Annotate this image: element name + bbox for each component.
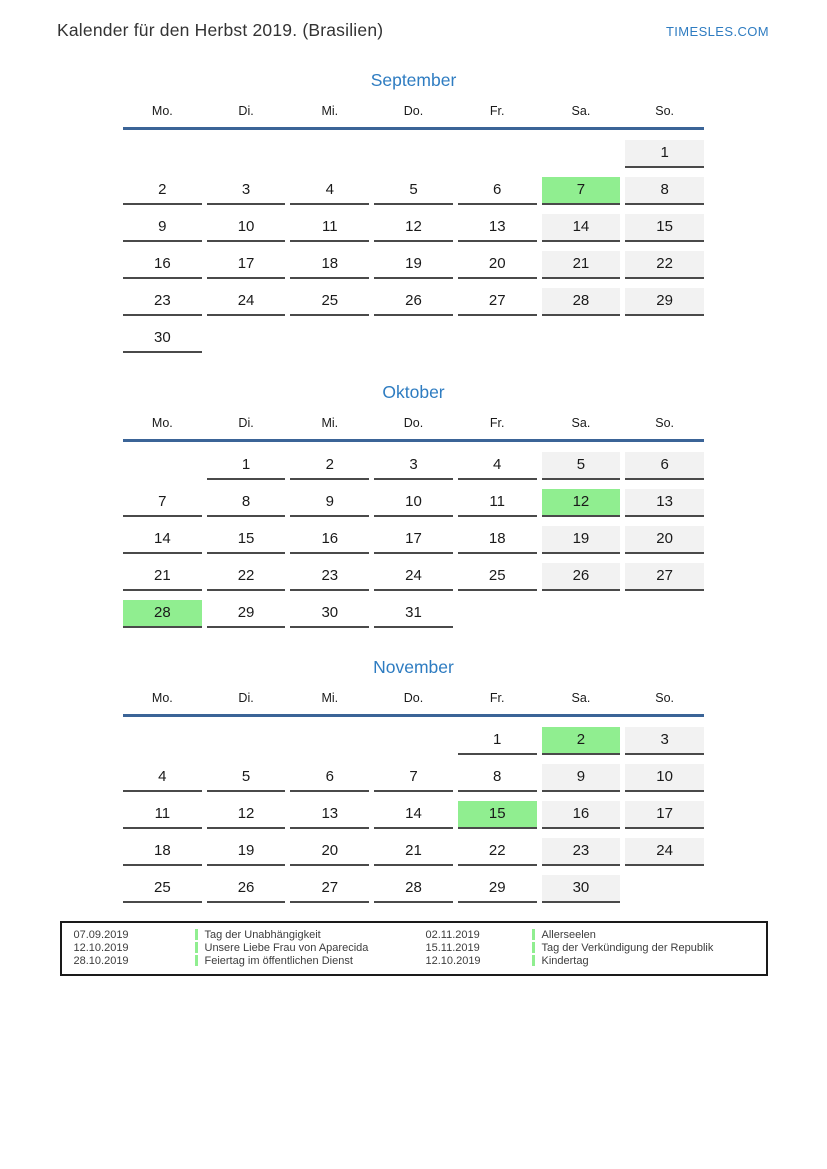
day-cell: 3: [207, 177, 286, 205]
day-cell: 6: [458, 177, 537, 205]
day-cell: 24: [374, 563, 453, 591]
day-cell: [542, 325, 621, 353]
day-cell: 16: [123, 251, 202, 279]
weekday-header-row: [123, 416, 704, 439]
day-cell: [625, 600, 704, 628]
day-cell: 25: [123, 875, 202, 903]
day-cell: 19: [207, 838, 286, 866]
day-cell: 21: [374, 838, 453, 866]
weekday-label: Sa.: [571, 104, 591, 118]
legend-label: Unsere Liebe Frau von Aparecida: [204, 941, 369, 954]
day-cell: 23: [290, 563, 369, 591]
day-cell: [625, 875, 704, 903]
day-cell: 23: [123, 288, 202, 316]
day-cell: 29: [625, 288, 704, 316]
day-cell: 11: [458, 489, 537, 517]
day-cell: 12: [207, 801, 286, 829]
day-cell: 26: [207, 875, 286, 903]
day-cell: 20: [458, 251, 537, 279]
day-cell: 18: [290, 251, 369, 279]
day-cell: [207, 140, 286, 168]
day-cell: 22: [458, 838, 537, 866]
day-cell: 14: [542, 214, 621, 242]
day-cell: 10: [207, 214, 286, 242]
day-cell: 10: [374, 489, 453, 517]
month-section: [123, 657, 704, 903]
legend-label: Allerseelen: [541, 928, 596, 941]
day-cell: 9: [542, 764, 621, 792]
legend-entry: [62, 928, 414, 941]
day-cell: [458, 600, 537, 628]
weekday-label: Di.: [238, 104, 254, 118]
holiday-marker-icon: [195, 955, 198, 966]
page-title: Kalender für den Herbst 2019. (Brasilien): [57, 20, 384, 40]
legend-entry: [62, 941, 414, 954]
day-cell: [374, 325, 453, 353]
weekday-label: Di.: [238, 416, 254, 430]
day-cell: 20: [625, 526, 704, 554]
legend-date: 07.09.2019: [73, 928, 129, 941]
day-cell: [123, 452, 202, 480]
legend-label: Tag der Verkündigung der Republik: [541, 941, 714, 954]
weekday-header-row: [123, 691, 704, 714]
weekday-label: Do.: [403, 416, 424, 430]
day-cell: 21: [123, 563, 202, 591]
day-cell: 28: [542, 288, 621, 316]
holiday-marker-icon: [195, 942, 198, 953]
day-cell: 1: [207, 452, 286, 480]
day-cell: 6: [625, 452, 704, 480]
day-cell: 25: [290, 288, 369, 316]
day-cell: 4: [458, 452, 537, 480]
legend-column-right: [414, 928, 766, 967]
day-cell: [123, 140, 202, 168]
day-cell: 25: [458, 563, 537, 591]
holiday-marker-icon: [532, 929, 535, 940]
legend-box: [60, 921, 768, 976]
day-cell: 13: [625, 489, 704, 517]
day-cell: 30: [290, 600, 369, 628]
day-cell: 15: [625, 214, 704, 242]
day-cell: 9: [123, 214, 202, 242]
legend-entry: [414, 941, 766, 954]
day-cell: 19: [374, 251, 453, 279]
day-cell: 2: [542, 727, 621, 755]
day-cell: 17: [207, 251, 286, 279]
weekday-label: Mo.: [151, 691, 173, 705]
day-cell: [290, 325, 369, 353]
day-cell: [290, 140, 369, 168]
legend-date: 15.11.2019: [425, 941, 480, 954]
day-cell: 15: [458, 801, 537, 829]
day-cell: [290, 727, 369, 755]
day-cell: 18: [123, 838, 202, 866]
weekday-label: Mo.: [151, 416, 173, 430]
day-cell: 7: [374, 764, 453, 792]
day-cell: 22: [207, 563, 286, 591]
day-cell: [207, 727, 286, 755]
legend-column-left: [62, 928, 414, 967]
day-cell: 27: [290, 875, 369, 903]
day-cell: 22: [625, 251, 704, 279]
month-title: November: [373, 657, 454, 677]
legend-date: 28.10.2019: [73, 954, 129, 967]
day-cell: 29: [458, 875, 537, 903]
legend-date: 12.10.2019: [425, 954, 481, 967]
day-cell: 13: [290, 801, 369, 829]
day-cell: 10: [625, 764, 704, 792]
legend-entry: [414, 928, 766, 941]
weekday-label: Mi.: [321, 104, 339, 118]
month-section: [123, 382, 704, 628]
day-cell: 27: [625, 563, 704, 591]
day-cell: 8: [458, 764, 537, 792]
day-cell: [123, 727, 202, 755]
weekday-label: Sa.: [571, 691, 591, 705]
day-cell: 24: [207, 288, 286, 316]
day-cell: [542, 600, 621, 628]
day-cell: 26: [374, 288, 453, 316]
day-cell: 11: [123, 801, 202, 829]
day-cell: [542, 140, 621, 168]
legend-label: Feiertag im öffentlichen Dienst: [204, 954, 353, 967]
weekday-label: So.: [655, 416, 675, 430]
weeks-grid: [123, 442, 704, 628]
day-cell: 16: [542, 801, 621, 829]
weekday-label: Di.: [238, 691, 254, 705]
day-cell: 27: [458, 288, 537, 316]
weekday-label: Mi.: [321, 416, 339, 430]
day-cell: 6: [290, 764, 369, 792]
weekday-label: Fr.: [489, 691, 505, 705]
day-cell: [625, 325, 704, 353]
day-cell: 7: [542, 177, 621, 205]
day-cell: 30: [123, 325, 202, 353]
day-cell: 26: [542, 563, 621, 591]
day-cell: 12: [542, 489, 621, 517]
day-cell: 15: [207, 526, 286, 554]
day-cell: 18: [458, 526, 537, 554]
day-cell: 5: [542, 452, 621, 480]
day-cell: 17: [374, 526, 453, 554]
day-cell: 17: [625, 801, 704, 829]
legend-entry: [62, 954, 414, 967]
day-cell: 28: [374, 875, 453, 903]
holiday-marker-icon: [195, 929, 198, 940]
day-cell: 7: [123, 489, 202, 517]
holiday-marker-icon: [532, 942, 535, 953]
legend-label: Kindertag: [541, 954, 589, 967]
day-cell: 8: [625, 177, 704, 205]
weekday-label: Do.: [403, 104, 424, 118]
day-cell: 20: [290, 838, 369, 866]
month-title: Oktober: [382, 382, 445, 402]
day-cell: 3: [374, 452, 453, 480]
day-cell: 2: [290, 452, 369, 480]
legend-date: 12.10.2019: [73, 941, 129, 954]
day-cell: [458, 140, 537, 168]
day-cell: 31: [374, 600, 453, 628]
day-cell: [207, 325, 286, 353]
legend-date: 02.11.2019: [425, 928, 480, 941]
brand-link[interactable]: TIMESLES.COM: [665, 24, 769, 39]
months-container: [0, 70, 827, 903]
day-cell: 19: [542, 526, 621, 554]
legend-label: Tag der Unabhängigkeit: [204, 928, 321, 941]
weekday-label: Mi.: [321, 691, 339, 705]
day-cell: 16: [290, 526, 369, 554]
day-cell: 13: [458, 214, 537, 242]
day-cell: 11: [290, 214, 369, 242]
day-cell: 2: [123, 177, 202, 205]
day-cell: 4: [123, 764, 202, 792]
weekday-label: Mo.: [151, 104, 173, 118]
day-cell: 28: [123, 600, 202, 628]
weeks-grid: [123, 717, 704, 903]
day-cell: [374, 140, 453, 168]
day-cell: 23: [542, 838, 621, 866]
weekday-label: Do.: [403, 691, 424, 705]
weekday-label: Fr.: [489, 416, 505, 430]
day-cell: [458, 325, 537, 353]
day-cell: 5: [374, 177, 453, 205]
day-cell: 3: [625, 727, 704, 755]
day-cell: 8: [207, 489, 286, 517]
day-cell: 1: [625, 140, 704, 168]
day-cell: 14: [123, 526, 202, 554]
weekday-label: So.: [655, 691, 675, 705]
weekday-label: Sa.: [571, 416, 591, 430]
month-section: [123, 70, 704, 353]
weeks-grid: [123, 130, 704, 353]
day-cell: 1: [458, 727, 537, 755]
day-cell: 12: [374, 214, 453, 242]
holiday-marker-icon: [532, 955, 535, 966]
day-cell: 29: [207, 600, 286, 628]
weekday-label: Fr.: [489, 104, 505, 118]
topbar: [0, 0, 827, 41]
weekday-header-row: [123, 104, 704, 127]
day-cell: 30: [542, 875, 621, 903]
day-cell: 5: [207, 764, 286, 792]
day-cell: 4: [290, 177, 369, 205]
day-cell: 21: [542, 251, 621, 279]
day-cell: 9: [290, 489, 369, 517]
legend-entry: [414, 954, 766, 967]
day-cell: 14: [374, 801, 453, 829]
month-title: September: [370, 70, 457, 90]
day-cell: [374, 727, 453, 755]
weekday-label: So.: [655, 104, 675, 118]
day-cell: 24: [625, 838, 704, 866]
